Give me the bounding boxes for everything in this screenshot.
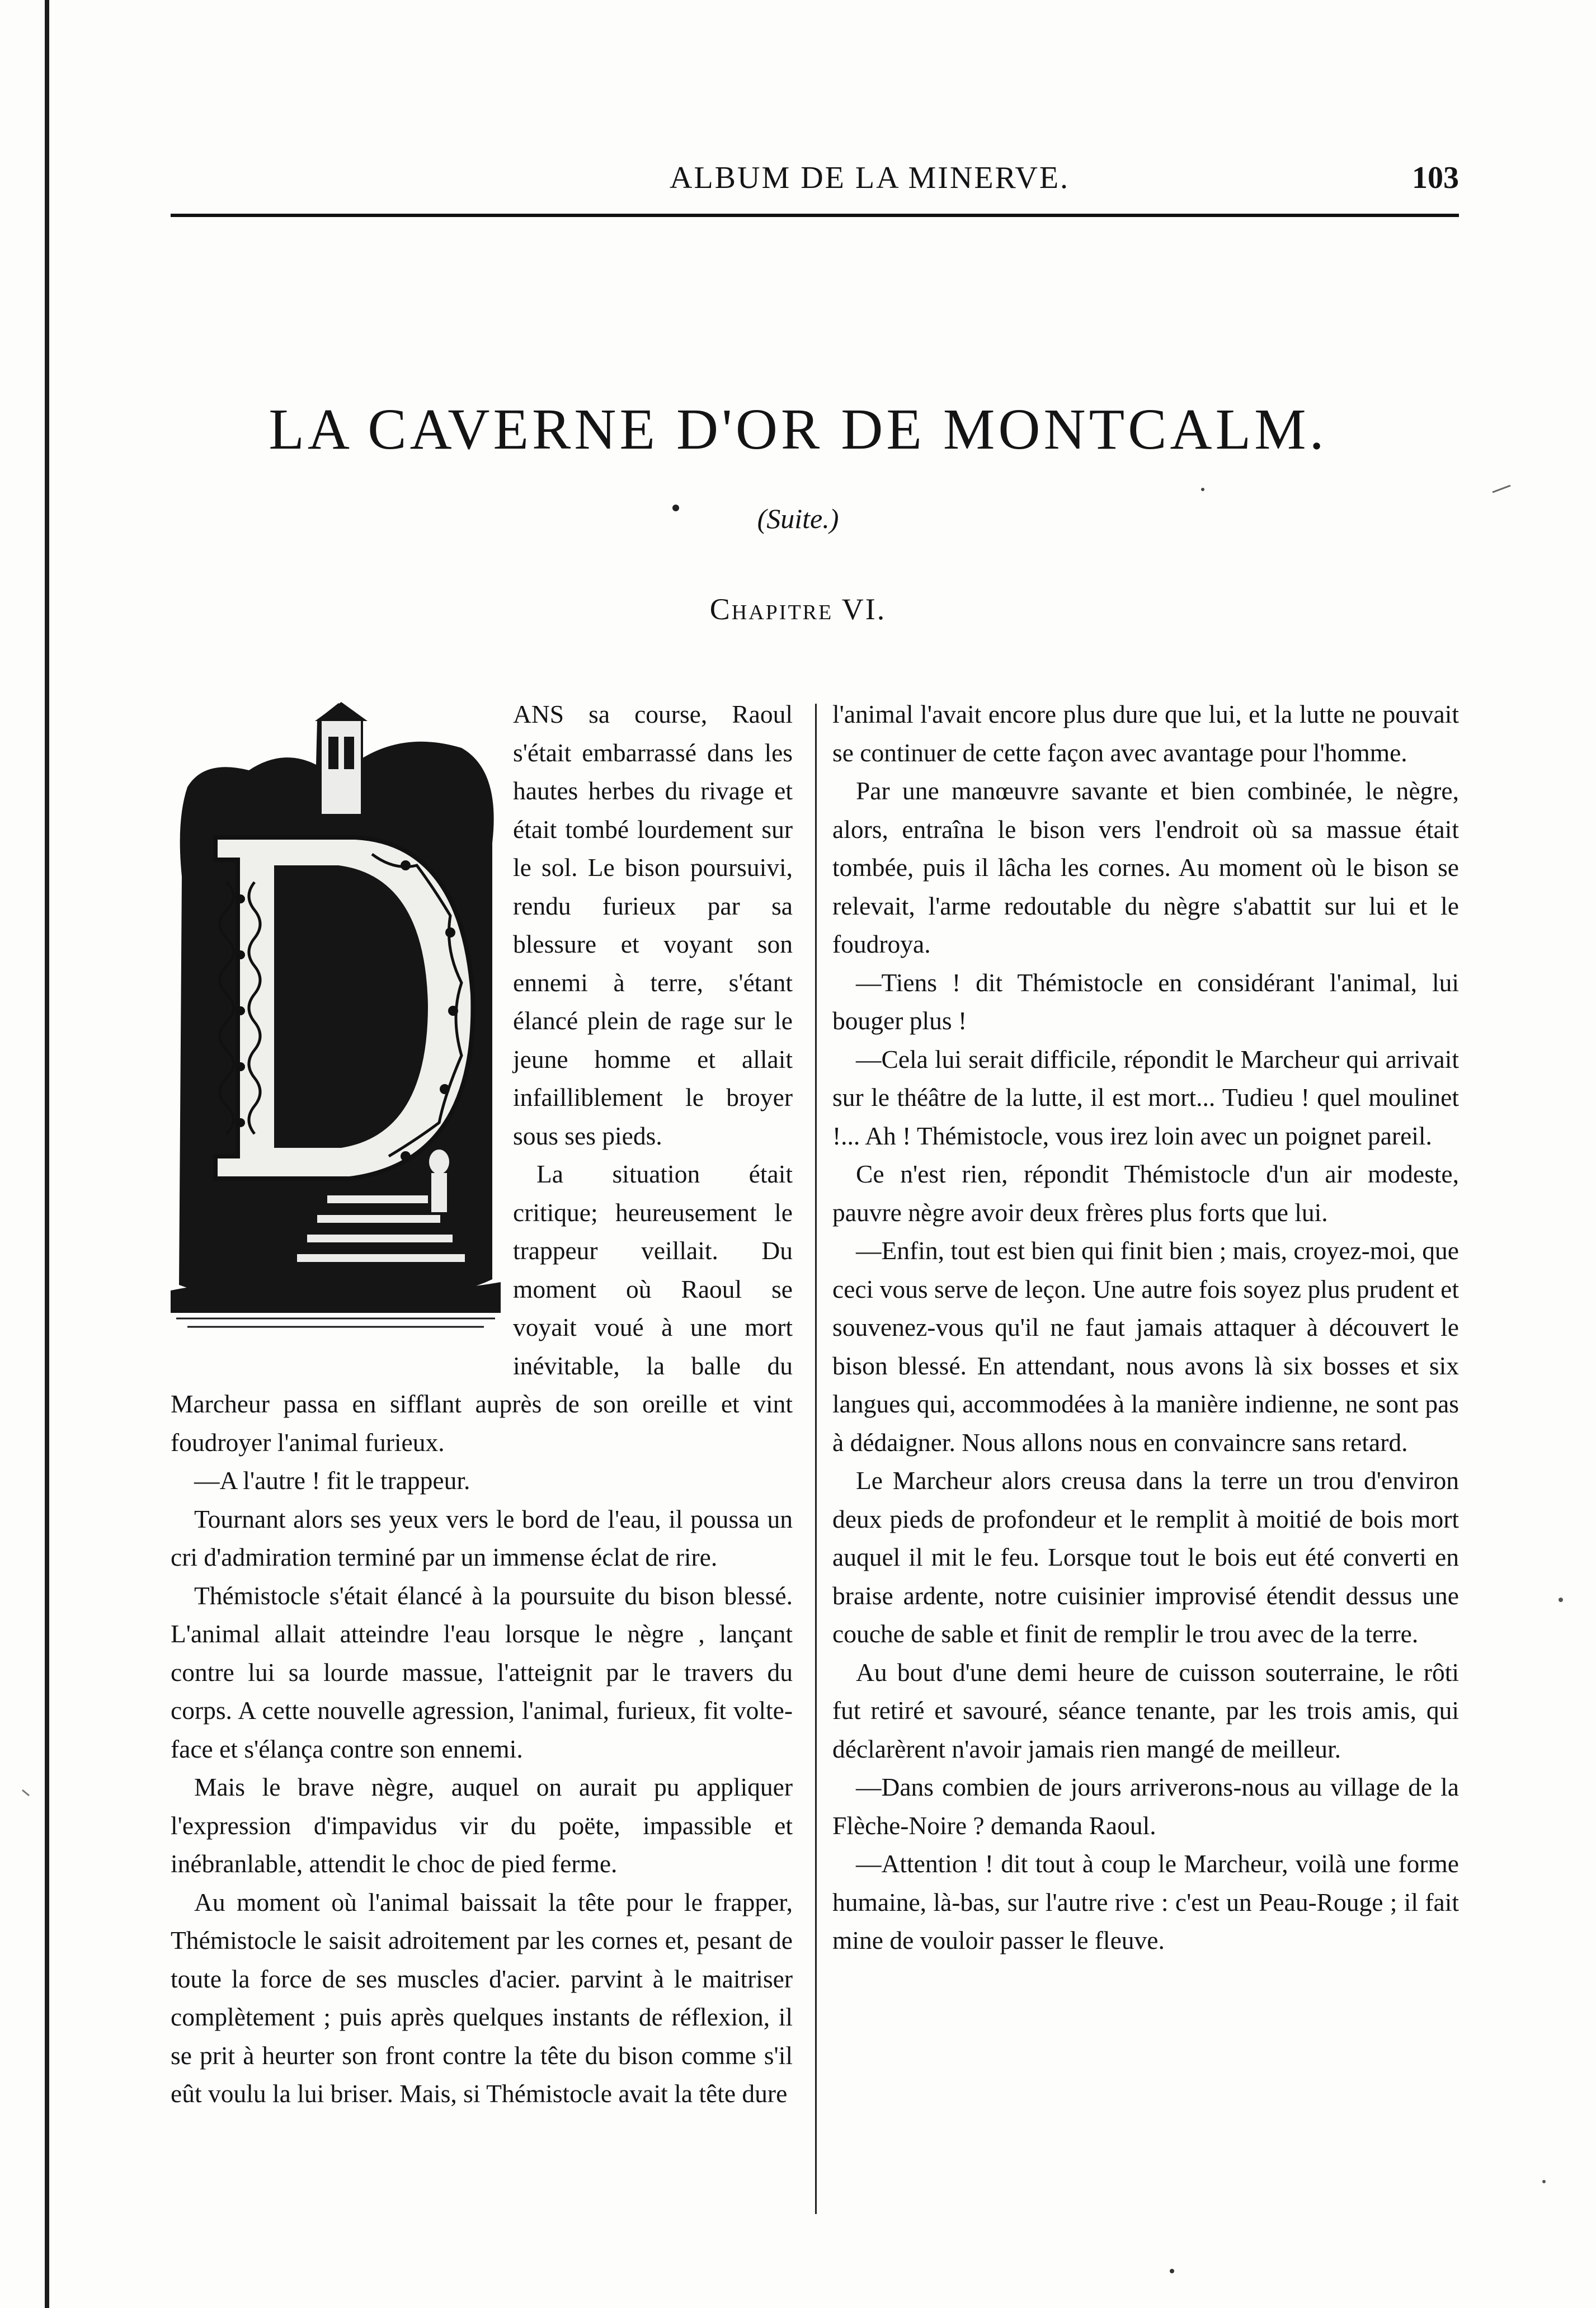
- paragraph: —Dans combien de jours arriverons-nous au village de la Flèche-Noire ? demanda Raoul.: [832, 1773, 1459, 1840]
- paragraph: —Tiens ! dit Thémistocle en considérant l'animal, lui bouger plus !: [832, 968, 1459, 1035]
- paragraph: La situation était critique; heureusement le trappeur veillait. Du moment où Raoul se voyait voué à une mort inévitable, la balle du Marcheur passa en sifflant auprès de son oreille et vint foudroyer l'animal furieux.: [171, 1160, 793, 1457]
- paragraph: —Enfin, tout est bien qui finit bien ; mais, croyez-moi, que ceci vous serve de leçon. Une autre fois soyez plus prudent et souvenez-vous qu'il ne faut jamais attaquer à découvert le bison blessé. En attendant, nous avons là six bosses et six langues qui, accommodées à la manière indienne, ne sont pas à dédaigner. Nous allons nous en convaincre sans retard.: [832, 1236, 1459, 1457]
- paragraph: Par une manœuvre savante et bien combinée, le nègre, alors, entraîna le bison vers l'endroit où sa massue était tombée, puis il lâcha les cornes. Au moment où le bison se relevait, l'arme redoutable du nègre s'abattit sur lui et le foudroya.: [832, 776, 1459, 958]
- article-subtitle: (Suite.): [757, 503, 839, 534]
- paragraph: Mais le brave nègre, auquel on aurait pu appliquer l'expression d'impavidus vir du poëte, impassible et inébranlable, attendit le choc de pied ferme.: [171, 1773, 793, 1878]
- paragraph: Thémistocle s'était élancé à la poursuite du bison blessé. L'animal allait atteindre l'eau lorsque le nègre , lançant contre lui sa lourde massue, l'atteignit par le travers du corps. A cette nouvelle agression, l'animal, furieux, fit volte-face et s'élança contre son ennemi.: [171, 1581, 793, 1763]
- chapter-heading: Chapitre VI.: [709, 592, 887, 626]
- page-number: 103: [1412, 161, 1459, 195]
- paragraph: —A l'autre ! fit le trappeur.: [194, 1466, 470, 1495]
- paragraph: Au moment où l'animal baissait la tête pour le frapper, Thémistocle le saisit adroitement par les cornes et, pesant de toute la force de ses muscles d'acier. parvint à le maitriser complètement ; puis après quelques instants de réflexion, il se prit à heurter son front contre la tête du bison comme s'il eût voulu la lui briser. Mais, si Thémistocle avait la tête dure: [171, 1887, 793, 2108]
- paragraph: —Attention ! dit tout à coup le Marcheur, voilà une forme humaine, là-bas, sur l'autre rive : c'est un Peau-Rouge ; il fait mine de vouloir passer le fleuve.: [832, 1849, 1459, 1954]
- paragraph: Au bout d'une demi heure de cuisson souterraine, le rôti fut retiré et savouré, séance tenante, par les trois amis, qui déclarèrent n'avoir jamais rien mangé de meilleur.: [832, 1657, 1459, 1763]
- paragraph: —Cela lui serait difficile, répondit le Marcheur qui arrivait sur le théâtre de la lutte, il est mort... Tudieu ! quel moulinet !... Ah ! Thémistocle, vous irez loin avec un poignet pareil.: [832, 1044, 1459, 1150]
- paragraph: Tournant alors ses yeux vers le bord de l'eau, il poussa un cri d'admiration terminé par un immense éclat de rire.: [171, 1504, 793, 1571]
- paragraph: ANS sa course, Raoul s'était embarrassé dans les hautes herbes du rivage et était tombé lourdement sur le sol. Le bison poursuivi, rendu furieux par sa blessure et voyant son ennemi à terre, s'étant élancé plein de rage sur le jeune homme et allait infailliblement le broyer sous ses pieds.: [513, 700, 793, 1150]
- running-title: ALBUM DE LA MINERVE.: [670, 161, 1070, 195]
- paragraph: Le Marcheur alors creusa dans la terre un trou d'environ deux pieds de profondeur et le remplit à moitié de bois mort auquel il mit le feu. Lorsque tout le bois eut été converti en braise ardente, notre cuisinier improvisé étendit dessus une couche de sable et finit de remplir le trou avec de la terre.: [832, 1466, 1459, 1648]
- paragraph: Ce n'est rien, répondit Thémistocle d'un air modeste, pauvre nègre avoir deux frères plus forts que lui.: [832, 1160, 1459, 1227]
- paragraph: l'animal l'avait encore plus dure que lui, et la lutte ne pouvait se continuer de cette façon avec avantage pour l'homme.: [832, 700, 1459, 767]
- article-title: LA CAVERNE D'OR DE MONTCALM.: [269, 397, 1327, 461]
